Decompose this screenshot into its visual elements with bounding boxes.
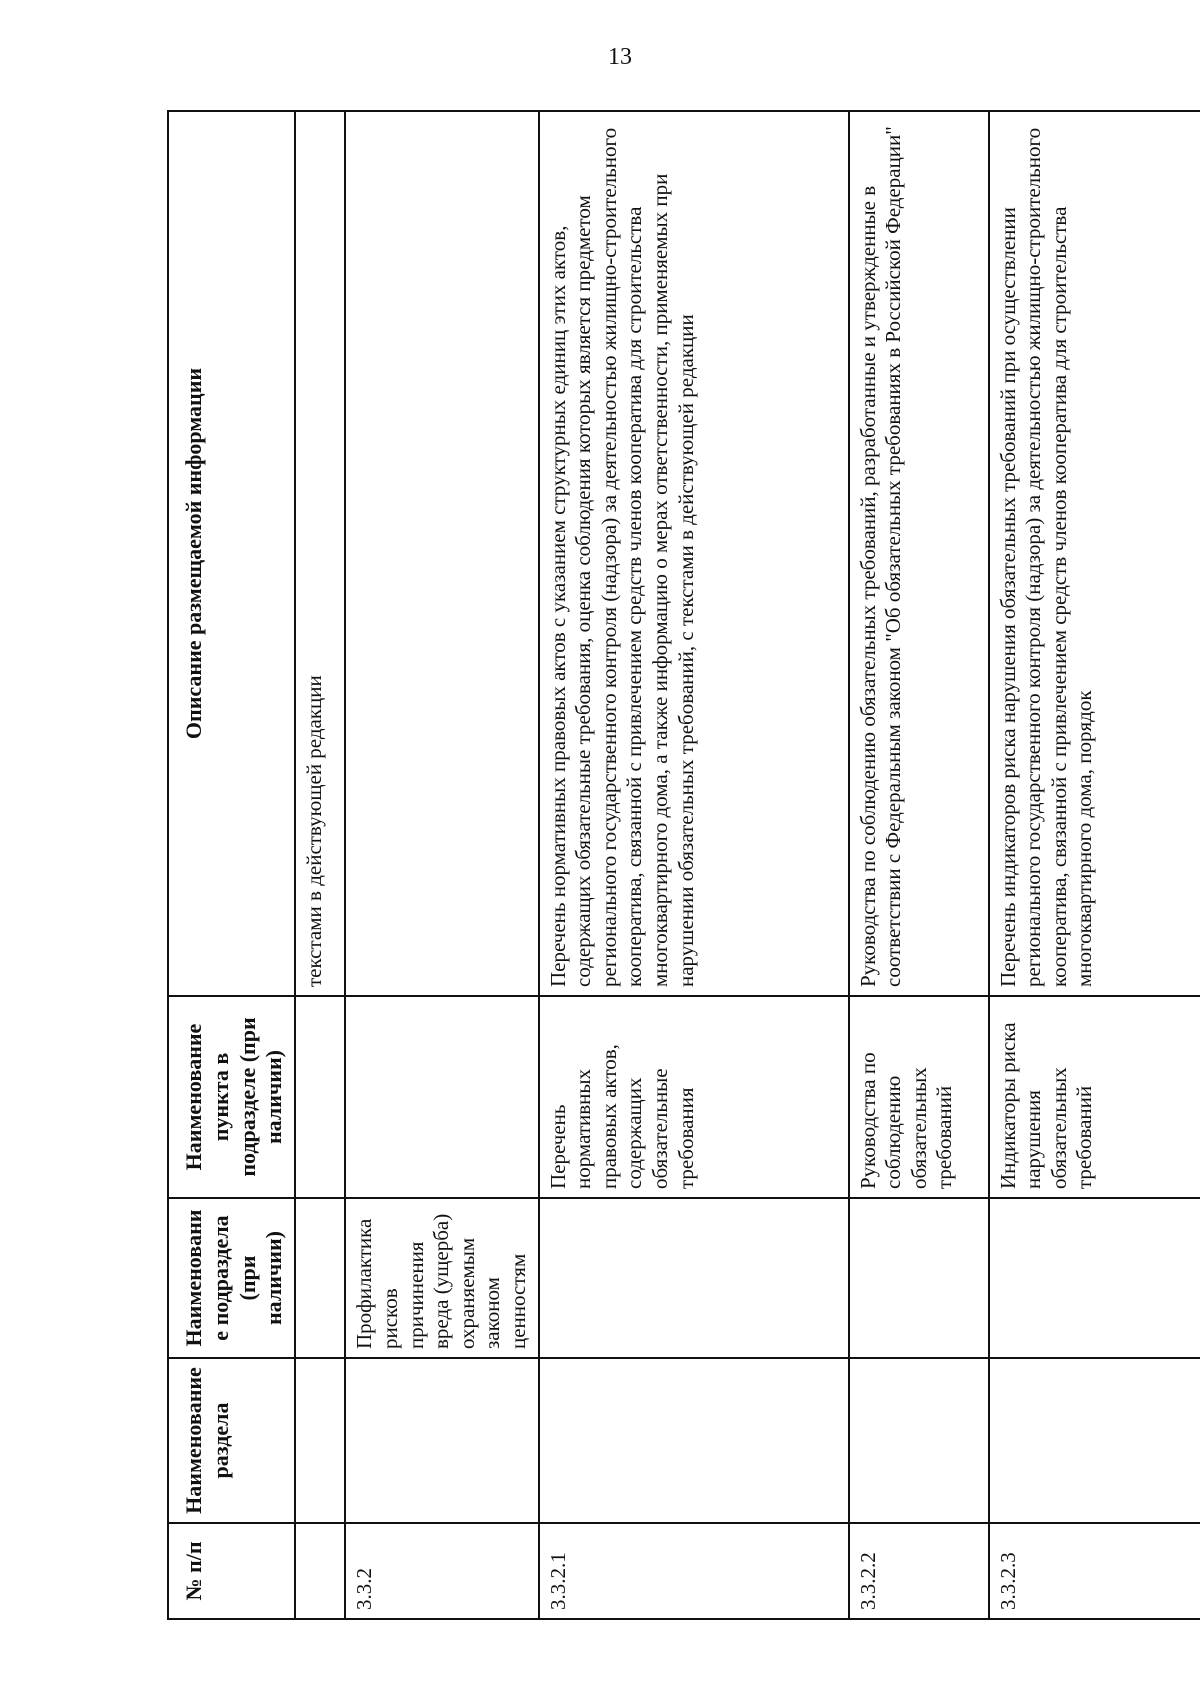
cell-item: Руководства по соблюдению обязательных требований xyxy=(849,996,989,1198)
cell-section xyxy=(345,1358,538,1523)
cell-subsection: Профилактика рисков причинения вреда (ущерба) охраняемым законом ценностям xyxy=(345,1198,538,1358)
cell-subsection xyxy=(295,1198,345,1358)
cell-section xyxy=(989,1358,1200,1523)
cell-item xyxy=(345,996,538,1198)
cell-description: Перечень нормативных правовых актов с указанием структурных единиц этих актов, содержащих обязательные требования, оценка соблюдения которых является предметом регионального государственного контроля (надзора) за деятельностью жилищно-строительного кооператива, связанной с привлечением средств членов кооператива для строительства многоквартирного дома, а также информацию о мерах ответственности, применяемых при нарушении обязательных требований, с текстами в действующей редакции xyxy=(539,111,849,996)
cell-description: Перечень индикаторов риска нарушения обязательных требований при осуществлении регионального государственного контроля (надзора) за деятельностью жилищно-строительного кооператива, связанной с привлечением средств членов кооператива для строительства многоквартирного дома, порядок xyxy=(989,111,1200,996)
information-table xyxy=(167,110,1200,1620)
cell-item xyxy=(295,996,345,1198)
page-number: 13 xyxy=(608,44,632,70)
cell-subsection xyxy=(539,1198,849,1358)
header-number: № п/п xyxy=(168,1523,295,1619)
table-row xyxy=(989,111,1200,1619)
cell-number: 3.3.2.1 xyxy=(539,1523,849,1619)
cell-section xyxy=(295,1358,345,1523)
table-header-row xyxy=(168,111,295,1619)
cell-description: Руководства по соблюдению обязательных требований, разработанные и утвержденные в соответствии с Федеральным законом "Об обязательных требованиях в Российской Федерации" xyxy=(849,111,989,996)
table-row xyxy=(295,111,345,1619)
header-item: Наименование пункта в подразделе (при наличии) xyxy=(168,996,295,1198)
cell-number: 3.3.2 xyxy=(345,1523,538,1619)
cell-description: текстами в действующей редакции xyxy=(295,111,345,996)
cell-number: 3.3.2.3 xyxy=(989,1523,1200,1619)
cell-number: 3.3.2.2 xyxy=(849,1523,989,1619)
rotated-table-container xyxy=(167,112,1187,1620)
cell-subsection xyxy=(989,1198,1200,1358)
table-row xyxy=(849,111,989,1619)
header-section: Наименование раздела xyxy=(168,1358,295,1523)
table-row xyxy=(539,111,849,1619)
cell-section xyxy=(849,1358,989,1523)
header-description: Описание размещаемой информации xyxy=(168,111,295,996)
cell-description xyxy=(345,111,538,996)
cell-number xyxy=(295,1523,345,1619)
cell-section xyxy=(539,1358,849,1523)
cell-subsection xyxy=(849,1198,989,1358)
cell-item: Индикаторы риска нарушения обязательных требований xyxy=(989,996,1200,1198)
header-subsection: Наименование подраздела (при наличии) xyxy=(168,1198,295,1358)
cell-item: Перечень нормативных правовых актов, содержащих обязательные требования xyxy=(539,996,849,1198)
table-row xyxy=(345,111,538,1619)
